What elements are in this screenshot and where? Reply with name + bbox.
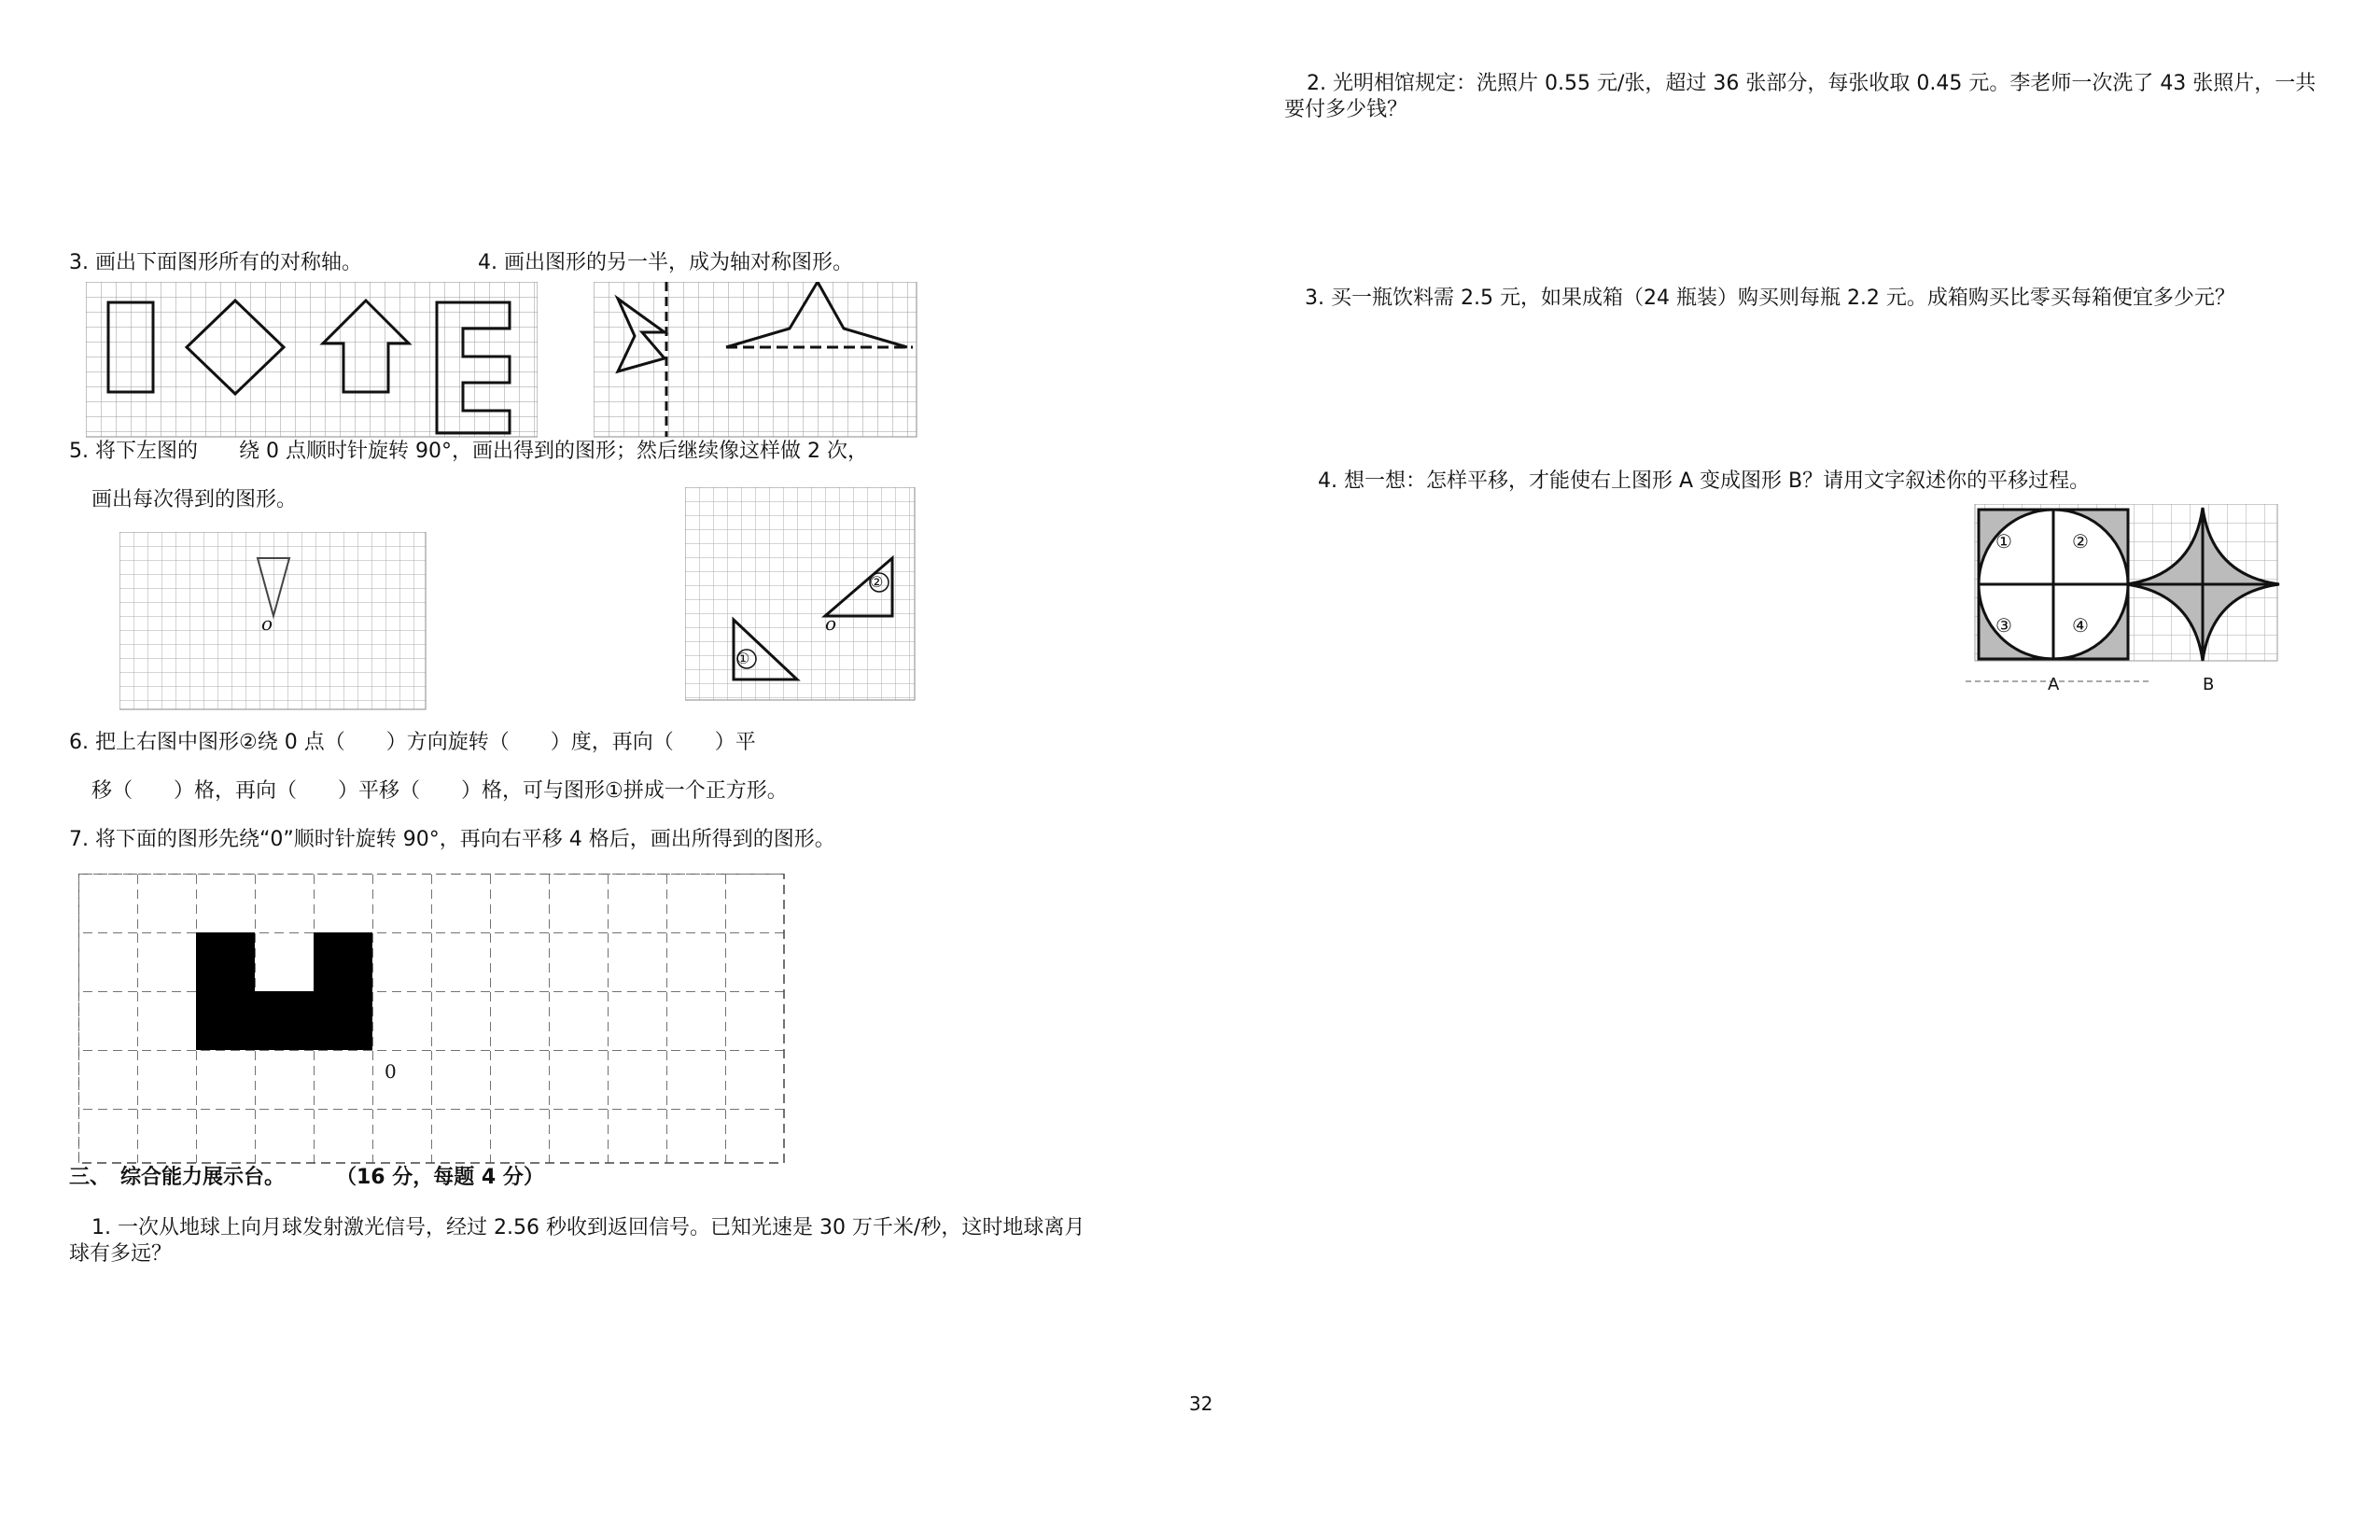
figure-a-label: A [2048, 675, 2060, 694]
quadrant-2-label: ② [2072, 530, 2089, 553]
q7-o-label: 0 [385, 1060, 397, 1083]
q5-grid [119, 532, 427, 711]
q3-figure [86, 282, 538, 439]
shape-2-label: ② [870, 573, 884, 591]
quadrant-4-label: ④ [2072, 614, 2089, 637]
s3q2-text: 2. 光明相馆规定：洗照片 0.55 元/张，超过 36 张部分，每张收取 0.45 元。李老师一次洗了 43 张照片，一共要付多少钱？ [1284, 72, 2317, 121]
rotation-o-label: o [825, 612, 837, 635]
s3q3-text: 3. 买一瓶饮料需 2.5 元，如果成箱（24 瓶装）购买则每瓶 2.2 元。成箱购买比零买每箱便宜多少元？ [1305, 287, 2235, 310]
q7-text: 7. 将下面的图形先绕“0”顺时针旋转 90°，再向右平移 4 格后，画出所得到的图形。 [69, 828, 835, 851]
s3q4-text: 4. 想一想：怎样平移，才能使右上图形 A 变成图形 B？请用文字叙述你的平移过程。 [1318, 469, 2091, 493]
q4-text: 4. 画出图形的另一半，成为轴对称图形。 [478, 251, 853, 274]
quadrant-3-label: ③ [1995, 614, 2012, 637]
quadrant-1-label: ① [1995, 530, 2012, 553]
shape-1-label: ① [736, 650, 750, 667]
q4-figure [594, 282, 918, 439]
q5-line2: 画出每次得到的图形。 [91, 488, 298, 511]
section3-title: 三、 综合能力展示台。 [69, 1166, 286, 1189]
q7-grid [78, 874, 788, 1165]
figure-b-label: B [2203, 675, 2215, 694]
q6-line2: 移（ ）格，再向（ ）平移（ ）格，可与图形①拼成一个正方形。 [91, 779, 788, 803]
q5-o-label: o [261, 612, 273, 635]
q3-text: 3. 画出下面图形所有的对称轴。 [69, 251, 362, 274]
q5-line1: 5. 将下左图的 绕 0 点顺时针旋转 90°，画出得到的图形；然后继续像这样做 2 次， [69, 440, 868, 463]
q6-line1: 6. 把上右图中图形②绕 0 点（ ）方向旋转（ ）度，再向（ ）平 [69, 731, 756, 754]
s3q1-text: 1. 一次从地球上向月球发射激光信号，经过 2.56 秒收到返回信号。已知光速是 30 万千米/秒，这时地球离月球有多远？ [69, 1216, 1085, 1266]
page-number: 32 [1189, 1393, 1213, 1415]
translation-figure [1966, 504, 2283, 691]
section3-score: （16 分，每题 4 分） [336, 1166, 544, 1189]
